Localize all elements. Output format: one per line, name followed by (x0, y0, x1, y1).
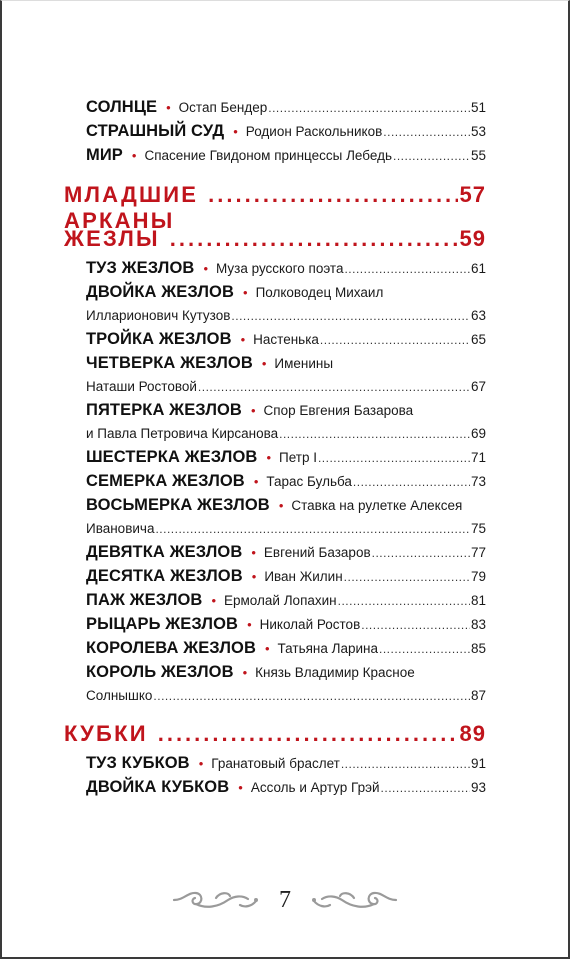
dot-leader (372, 541, 470, 565)
entry-description-continued: Ивановича (86, 521, 155, 536)
entry-description: Князь Владимир Красное (255, 665, 415, 680)
section-heading-minor-arcana[interactable] (64, 182, 486, 233)
toc-entry[interactable] (86, 95, 486, 119)
entry-description: Ермолай Лопахин (224, 593, 337, 608)
entry-description: Настенька (253, 332, 319, 347)
toc-entry[interactable] (86, 445, 486, 469)
dot-leader (158, 721, 458, 747)
entry-description: Тарас Бульба (266, 474, 352, 489)
dot-leader (279, 422, 470, 446)
dot-leader (153, 684, 470, 708)
dot-leader (353, 470, 470, 494)
dot-leader (198, 375, 470, 399)
section-page-number: 57 (459, 182, 486, 207)
dot-leader (231, 304, 470, 328)
entry-description-continued: Солнышко (86, 688, 153, 703)
entry-description: Ставка на рулетке Алексея (291, 498, 463, 513)
toc-entry[interactable] (86, 398, 486, 445)
bullet-icon: • (253, 474, 259, 489)
entry-title: СОЛНЦЕ (86, 98, 158, 116)
entry-title: СТРАШНЫЙ СУД (86, 122, 225, 140)
entry-page-number: 51 (470, 100, 486, 115)
entry-title: КОРОЛЕВА ЖЕЗЛОВ (86, 639, 256, 657)
spacer (64, 707, 486, 721)
bullet-icon: • (251, 569, 257, 584)
toc-entry[interactable] (86, 256, 486, 280)
toc-entry[interactable] (86, 660, 486, 707)
entry-page-number: 93 (470, 780, 486, 795)
entry-description: Именины (274, 356, 334, 371)
bullet-icon: • (198, 756, 204, 771)
entry-description: Петр I (279, 450, 317, 465)
toc-entry[interactable] (86, 280, 486, 327)
toc-entry[interactable] (86, 351, 486, 398)
entry-description: Евгений Базаров (263, 545, 371, 560)
bullet-icon: • (233, 124, 238, 139)
bullet-icon: • (247, 617, 252, 632)
entry-page-number: 73 (470, 474, 486, 489)
entry-page-number: 67 (470, 379, 486, 394)
page-number: 7 (279, 887, 291, 913)
entry-page-number: 65 (470, 332, 486, 347)
bullet-icon: • (261, 356, 267, 371)
entry-title: ДЕВЯТКА ЖЕЗЛОВ (86, 543, 243, 561)
bullet-icon: • (243, 285, 248, 300)
entry-description-continued: Илларионович Кутузов (86, 308, 231, 323)
dot-leader (320, 328, 470, 352)
dot-leader (393, 144, 470, 168)
section-title: КУБКИ (64, 721, 148, 746)
entry-title: СЕМЕРКА ЖЕЗЛОВ (86, 472, 245, 490)
dot-leader (338, 589, 470, 613)
dot-leader (344, 565, 470, 589)
toc-entry[interactable] (86, 612, 486, 636)
dot-leader (268, 96, 470, 120)
bullet-icon: • (131, 148, 137, 163)
toc-entry[interactable] (86, 469, 486, 493)
section-heading-wands[interactable] (64, 226, 486, 256)
scroll-ornament-icon (310, 887, 400, 913)
table-of-contents (64, 95, 486, 799)
bullet-icon: • (238, 780, 243, 795)
entry-title: ТРОЙКА ЖЕЗЛОВ (86, 330, 232, 348)
entry-page-number: 55 (470, 148, 486, 163)
bullet-icon: • (266, 450, 271, 465)
dot-leader (381, 776, 470, 800)
toc-entry[interactable] (86, 751, 486, 775)
toc-entry[interactable] (86, 327, 486, 351)
toc-entry[interactable] (86, 119, 486, 143)
entry-page-number: 53 (470, 124, 486, 139)
entry-description: Татьяна Ларина (277, 641, 379, 656)
dot-leader (383, 120, 470, 144)
entry-page-number: 91 (470, 756, 486, 771)
entry-description: Остап Бендер (178, 100, 268, 115)
bullet-icon: • (242, 665, 248, 680)
entry-title: ШЕСТЕРКА ЖЕЗЛОВ (86, 448, 258, 466)
entry-description: Полководец Михаил (255, 285, 384, 300)
toc-entry[interactable] (86, 775, 486, 799)
entry-title: ПЯТЕРКА ЖЕЗЛОВ (86, 401, 242, 419)
entry-title: ДВОЙКА ЖЕЗЛОВ (86, 283, 234, 301)
toc-entry[interactable] (86, 636, 486, 660)
entry-title: ТУЗ КУБКОВ (86, 754, 190, 772)
dot-leader (379, 637, 470, 661)
entry-description: Гранатовый браслет (211, 756, 340, 771)
entry-page-number: 79 (470, 569, 486, 584)
entry-description: Родион Раскольников (245, 124, 383, 139)
dot-leader (361, 613, 470, 637)
entry-description: Николай Ростов (259, 617, 361, 632)
section-page-number: 59 (459, 226, 486, 251)
entry-page-number: 71 (470, 450, 486, 465)
cups-entry-list (64, 751, 486, 799)
bullet-icon: • (166, 100, 171, 115)
toc-entry[interactable] (86, 493, 486, 540)
bullet-icon: • (203, 261, 208, 276)
entry-page-number: 63 (470, 308, 486, 323)
toc-entry[interactable] (86, 588, 486, 612)
dot-leader (170, 226, 458, 252)
section-title: МЛАДШИЕ АРКАНЫ (64, 182, 199, 233)
dot-leader (208, 182, 457, 208)
entry-title: РЫЦАРЬ ЖЕЗЛОВ (86, 615, 239, 633)
dot-leader (344, 257, 470, 281)
entry-description-continued: Наташи Ростовой (86, 379, 197, 394)
bullet-icon: • (278, 498, 284, 513)
wands-entry-list (64, 256, 486, 707)
entry-description: Спор Евгения Базарова (263, 403, 414, 418)
dot-leader (318, 446, 470, 470)
spacer (64, 167, 486, 182)
toc-entry[interactable] (86, 564, 486, 588)
toc-entry[interactable] (86, 540, 486, 564)
entry-title: ДВОЙКА КУБКОВ (86, 778, 230, 796)
dot-leader (155, 517, 470, 541)
entry-page-number: 83 (470, 617, 486, 632)
bullet-icon: • (251, 545, 256, 560)
entry-title: КОРОЛЬ ЖЕЗЛОВ (86, 663, 234, 681)
entry-title: ЧЕТВЕРКА ЖЕЗЛОВ (86, 354, 253, 372)
entry-page-number: 69 (470, 426, 486, 441)
bullet-icon: • (250, 403, 256, 418)
section-heading-cups[interactable] (64, 721, 486, 751)
entry-description: Ассоль и Артур Грэй (250, 780, 380, 795)
toc-entry[interactable] (86, 143, 486, 167)
bullet-icon: • (240, 332, 246, 347)
bullet-icon: • (211, 593, 217, 608)
entry-title: ВОСЬМЕРКА ЖЕЗЛОВ (86, 496, 270, 514)
entry-page-number: 75 (470, 521, 486, 536)
entry-description: Спасение Гвидоном принцессы Лебедь (144, 148, 392, 163)
section-page-number: 89 (459, 721, 486, 746)
entry-title: ДЕСЯТКА ЖЕЗЛОВ (86, 567, 243, 585)
entry-description: Иван Жилин (264, 569, 343, 584)
entry-description: Муза русского поэта (216, 261, 344, 276)
entry-page-number: 77 (470, 545, 486, 560)
entry-title: МИР (86, 146, 123, 164)
entry-page-number: 61 (470, 261, 486, 276)
section-title: ЖЕЗЛЫ (64, 226, 160, 251)
entry-page-number: 87 (470, 688, 486, 703)
entry-description-continued: и Павла Петровича Кирсанова (86, 426, 279, 441)
bullet-icon: • (264, 641, 270, 656)
dot-leader (341, 752, 470, 776)
entry-page-number: 85 (470, 641, 486, 656)
page-footer (2, 881, 568, 923)
entry-title: ПАЖ ЖЕЗЛОВ (86, 591, 203, 609)
entry-title: ТУЗ ЖЕЗЛОВ (86, 259, 195, 277)
entry-page-number: 81 (470, 593, 486, 608)
